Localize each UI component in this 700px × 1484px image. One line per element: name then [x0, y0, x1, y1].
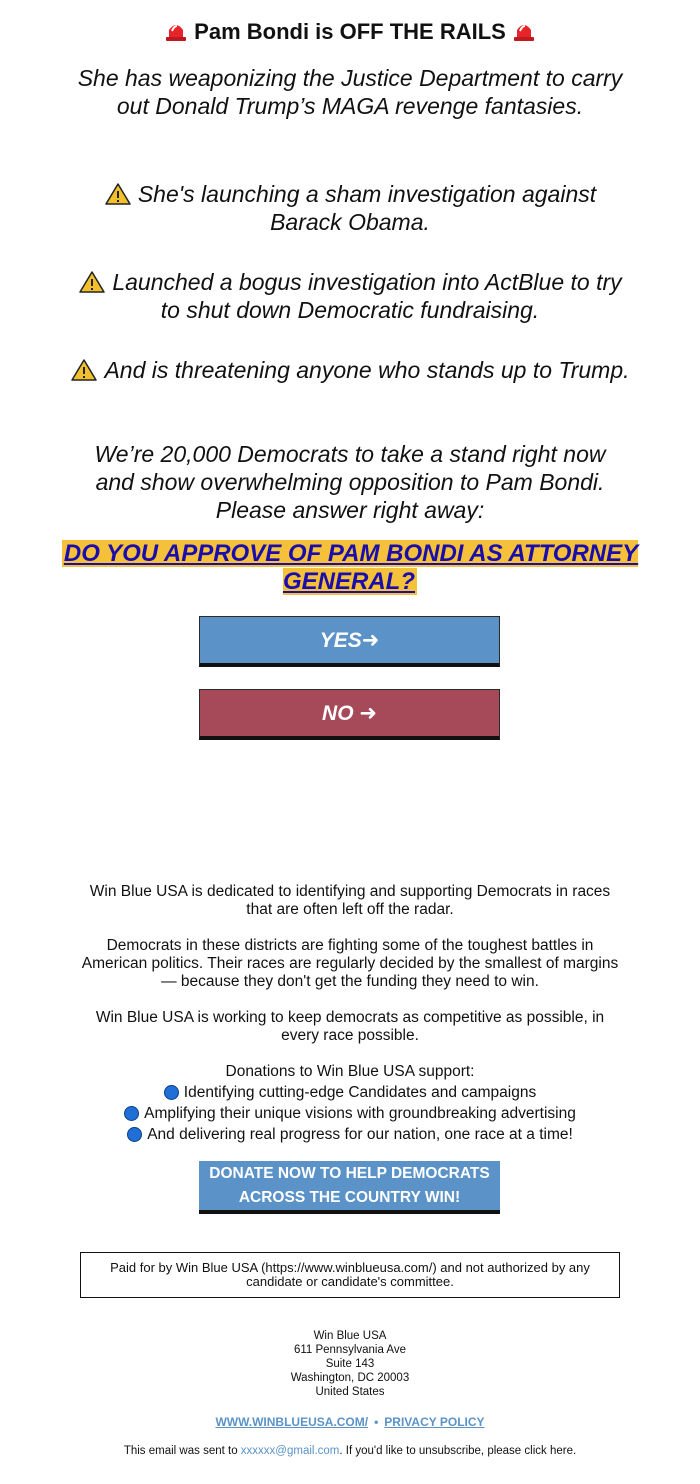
support-item	[80, 1084, 620, 1102]
donate-line-2: ACROSS THE COUNTRY WIN!	[238, 1189, 461, 1206]
no-button[interactable]: NO ➜	[199, 689, 500, 740]
about-paragraph-3: Win Blue USA is working to keep democrats as competitive as possible, in every race possible.	[95, 1009, 605, 1044]
address-org: Win Blue USA	[313, 1330, 387, 1342]
donate-line-1: DONATE NOW TO HELP DEMOCRATS	[209, 1165, 490, 1182]
support-item-text: Amplifying their unique visions with groundbreaking advertising	[144, 1105, 576, 1122]
blue-circle-icon	[164, 1085, 179, 1100]
unsubscribe-text[interactable]: . If you'd like to unsubscribe, please click here.	[339, 1445, 577, 1457]
yes-button[interactable]: YES➜	[199, 616, 500, 667]
bullet-text: Launched a bogus investigation into ActBlue to try to shut down Democratic fundraising.	[112, 269, 622, 323]
unsubscribe-footer	[0, 1445, 700, 1457]
bullet-1	[70, 180, 630, 236]
address-country: United States	[315, 1386, 385, 1398]
bullet-text: And is threatening anyone who stands up to Trump.	[104, 357, 630, 383]
recipient-email: xxxxxx@gmail.com	[240, 1445, 340, 1457]
call-to-action-text: We’re 20,000 Democrats to take a stand right now and show overwhelming opposition to Pam Bondi. Please answer right away:	[94, 441, 606, 523]
support-item-text: Identifying cutting-edge Candidates and campaigns	[183, 1084, 537, 1101]
question-block	[0, 540, 700, 596]
headline	[0, 16, 700, 48]
support-item	[80, 1126, 620, 1144]
privacy-policy-link[interactable]: PRIVACY POLICY	[384, 1415, 485, 1429]
siren-icon	[512, 20, 536, 42]
survey-question-link[interactable]: DO YOU APPROVE OF PAM BONDI AS ATTORNEY GENERAL?	[63, 540, 639, 595]
address-city: Washington, DC 20003	[290, 1372, 410, 1384]
blue-circle-icon	[124, 1106, 139, 1121]
donate-button[interactable]	[199, 1161, 500, 1214]
link-separator: •	[374, 1415, 379, 1429]
footer-links	[0, 1415, 700, 1429]
bullet-2	[70, 268, 630, 324]
support-heading: Donations to Win Blue USA support:	[225, 1063, 475, 1080]
support-section	[80, 1063, 620, 1144]
support-item-text: And delivering real progress for our nation, one race at a time!	[147, 1126, 573, 1143]
siren-icon	[164, 20, 188, 42]
footer-prefix: This email was sent to	[123, 1445, 241, 1457]
warning-icon	[78, 270, 106, 294]
warning-icon	[104, 182, 132, 206]
bullet-3	[70, 356, 630, 384]
about-paragraph-1: Win Blue USA is dedicated to identifying and supporting Democrats in races that are often left off the radar.	[89, 883, 611, 918]
intro-text: She has weaponizing the Justice Department to carry out Donald Trump’s MAGA revenge fantasies.	[77, 65, 623, 119]
mailing-address	[0, 1329, 700, 1399]
address-suite: Suite 143	[325, 1358, 375, 1370]
blue-circle-icon	[127, 1127, 142, 1142]
support-item	[80, 1105, 620, 1123]
about-paragraph-2: Democrats in these districts are fighting some of the toughest battles in American politics. Their races are regularly decided by the smallest of margins — because they don't get the funding they need to win.	[81, 937, 619, 990]
website-link[interactable]: WWW.WINBLUEUSA.COM/	[215, 1415, 369, 1429]
bullet-text: She's launching a sham investigation against Barack Obama.	[137, 181, 597, 235]
paid-for-disclaimer: Paid for by Win Blue USA (https://www.winblueusa.com/) and not authorized by any candidate or candidate's committee.	[80, 1252, 620, 1298]
address-street: 611 Pennsylvania Ave	[293, 1344, 407, 1356]
warning-icon	[70, 358, 98, 382]
headline-text: Pam Bondi is OFF THE RAILS	[194, 19, 506, 44]
